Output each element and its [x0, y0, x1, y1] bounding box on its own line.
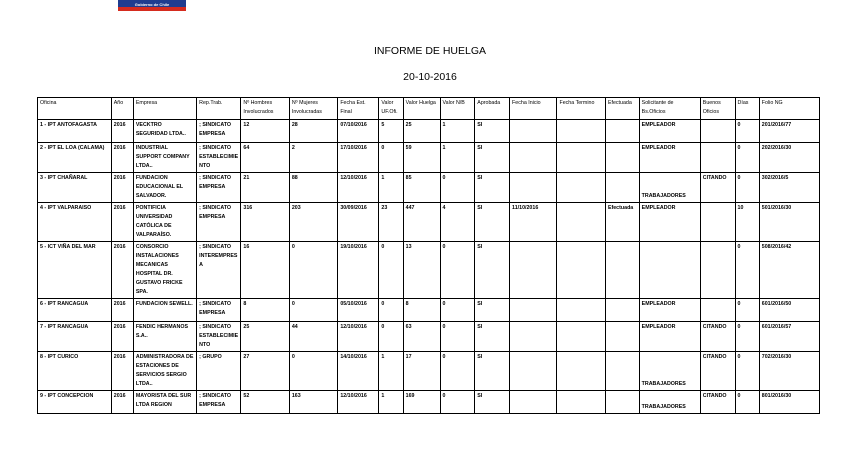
table-cell: 6 - IPT RANCAGUA [38, 299, 112, 322]
table-cell: CITANDO [700, 173, 735, 203]
table-cell: 1 - IPT ANTOFAGASTA [38, 120, 112, 143]
table-cell: 25 [403, 120, 440, 143]
table-cell: 44 [289, 322, 337, 352]
table-cell: SI [475, 299, 510, 322]
table-cell [510, 391, 557, 414]
table-cell: SI [475, 173, 510, 203]
table-cell: EMPLEADOR [639, 120, 700, 143]
table-cell [700, 299, 735, 322]
table-cell: 0 [735, 352, 759, 391]
column-header: Año [111, 98, 133, 120]
table-cell: 2016 [111, 352, 133, 391]
table-cell [700, 143, 735, 173]
table-cell: 0 [735, 143, 759, 173]
table-cell: 0 [440, 173, 475, 203]
table-cell [605, 352, 639, 391]
table-cell: 1 [379, 391, 403, 414]
table-cell: 801/2016/30 [759, 391, 819, 414]
column-header: Días [735, 98, 759, 120]
table-cell: SI [475, 352, 510, 391]
table-cell: 85 [403, 173, 440, 203]
table-cell: 12/10/2016 [338, 173, 379, 203]
table-cell: TRABAJADORES [639, 173, 700, 203]
table-cell [700, 242, 735, 299]
table-cell: 0 [440, 352, 475, 391]
table-cell: 0 [440, 391, 475, 414]
table-cell: 59 [403, 143, 440, 173]
table-cell: 12/10/2016 [338, 391, 379, 414]
table-row [38, 120, 820, 143]
table-cell: 0 [735, 299, 759, 322]
column-header: Aprobada [475, 98, 510, 120]
table-cell: 11/10/2016 [510, 203, 557, 242]
table-cell: 1 [440, 120, 475, 143]
column-header: Nº Mujeres Involucradas [289, 98, 337, 120]
table-cell: ADMINISTRADORA DE ESTACIONES DE SERVICIOS SERGIO LTDA.. [133, 352, 196, 391]
table-cell: 8 - IPT CURICO [38, 352, 112, 391]
table-cell: 0 [440, 299, 475, 322]
table-cell: 12/10/2016 [338, 322, 379, 352]
table-cell: 2 - IPT EL LOA (CALAMA) [38, 143, 112, 173]
table-cell: VECKTRO SEGURIDAD LTDA.. [133, 120, 196, 143]
table-cell: 14/10/2016 [338, 352, 379, 391]
table-cell: 23 [379, 203, 403, 242]
table-cell: ; SINDICATO ESTABLECIMIENTO [197, 143, 241, 173]
table-cell: ; SINDICATO ESTABLECIMIENTO [197, 322, 241, 352]
report-date: 20-10-2016 [403, 71, 457, 83]
table-cell [605, 173, 639, 203]
table-cell [700, 203, 735, 242]
table-cell [700, 120, 735, 143]
table-cell: 2016 [111, 203, 133, 242]
table-cell: 203 [289, 203, 337, 242]
table-cell: SI [475, 203, 510, 242]
table-cell: EMPLEADOR [639, 322, 700, 352]
table-cell: 2016 [111, 143, 133, 173]
table-cell: 601/2016/57 [759, 322, 819, 352]
table-cell: 202/2016/30 [759, 143, 819, 173]
table-cell: 7 - IPT RANCAGUA [38, 322, 112, 352]
table-cell: INDUSTRIAL SUPPORT COMPANY LTDA.. [133, 143, 196, 173]
table-cell: EMPLEADOR [639, 203, 700, 242]
table-cell: 07/10/2016 [338, 120, 379, 143]
table-cell: TRABAJADORES [639, 352, 700, 391]
table-cell [557, 352, 605, 391]
table-cell: ; SINDICATO EMPRESA [197, 173, 241, 203]
table-cell: 1 [379, 352, 403, 391]
table-cell: 316 [241, 203, 289, 242]
table-cell: EMPLEADOR [639, 299, 700, 322]
table-cell: 2016 [111, 299, 133, 322]
table-cell [557, 322, 605, 352]
table-cell: 63 [403, 322, 440, 352]
table-cell: 0 [379, 242, 403, 299]
table-cell [510, 173, 557, 203]
table-cell: 2016 [111, 173, 133, 203]
table-row [38, 173, 820, 203]
table-cell: PONTIFICIA UNIVERSIDAD CATÓLICA DE VALPARAÍSO. [133, 203, 196, 242]
column-header: Empresa [133, 98, 196, 120]
table-cell: 0 [379, 299, 403, 322]
table-cell: 0 [735, 391, 759, 414]
table-cell: 0 [289, 299, 337, 322]
column-header: Fecha Est. Final [338, 98, 379, 120]
table-cell: ; SINDICATO EMPRESA [197, 299, 241, 322]
table-cell: 201/2016/77 [759, 120, 819, 143]
table-row [38, 322, 820, 352]
table-cell [605, 120, 639, 143]
table-cell: 2016 [111, 322, 133, 352]
table-cell: 163 [289, 391, 337, 414]
column-header: Solicitante de Bs.Oficios [639, 98, 700, 120]
table-row [38, 391, 820, 414]
table-cell: FUNDACION EDUCACIONAL EL SALVADOR. [133, 173, 196, 203]
logo-text: Gobierno de Chile [134, 2, 170, 7]
table-cell [639, 242, 700, 299]
table-cell: ; SINDICATO EMPRESA [197, 120, 241, 143]
table-cell: 2016 [111, 391, 133, 414]
table-cell: SI [475, 120, 510, 143]
table-cell: ; SINDICATO EMPRESA [197, 391, 241, 414]
table-cell [557, 242, 605, 299]
table-cell: 5 [379, 120, 403, 143]
table-cell: 0 [289, 242, 337, 299]
table-row [38, 352, 820, 391]
table-cell [510, 143, 557, 173]
table-row [38, 242, 820, 299]
table-cell: 10 [735, 203, 759, 242]
table-cell [557, 299, 605, 322]
table-cell: CITANDO [700, 322, 735, 352]
table-cell: SI [475, 322, 510, 352]
table-cell [605, 242, 639, 299]
table-cell: 8 [241, 299, 289, 322]
table-cell: Efectuada [605, 203, 639, 242]
table-cell [557, 173, 605, 203]
table-cell: 0 [440, 322, 475, 352]
column-header: Rep.Trab. [197, 98, 241, 120]
table-cell [557, 203, 605, 242]
table-cell [557, 391, 605, 414]
table-cell: 0 [379, 322, 403, 352]
table-cell: CONSORCIO INSTALACIONES MECANICAS HOSPITAL DR. GUSTAVO FRICKE SPA. [133, 242, 196, 299]
table-cell: TRABAJADORES [639, 391, 700, 414]
table-cell [605, 391, 639, 414]
table-cell: MAYORISTA DEL SUR LTDA REGION [133, 391, 196, 414]
table-cell: 5 - ICT VIÑA DEL MAR [38, 242, 112, 299]
table-cell: ; GRUPO [197, 352, 241, 391]
table-cell: 64 [241, 143, 289, 173]
column-header: Valor N/B [440, 98, 475, 120]
column-header: Fecha Inicio [510, 98, 557, 120]
table-cell: 30/09/2016 [338, 203, 379, 242]
column-header: Fecha Termino [557, 98, 605, 120]
table-cell: CITANDO [700, 391, 735, 414]
table-cell: 28 [289, 120, 337, 143]
table-cell: 4 [440, 203, 475, 242]
table-cell: CITANDO [700, 352, 735, 391]
table-cell: 12 [241, 120, 289, 143]
table-cell: 2016 [111, 242, 133, 299]
table-cell: 169 [403, 391, 440, 414]
column-header: Oficina [38, 98, 112, 120]
column-header: Valor Huelga [403, 98, 440, 120]
table-cell: 501/2016/30 [759, 203, 819, 242]
table-cell: 0 [735, 173, 759, 203]
table-cell: 0 [379, 143, 403, 173]
table-cell: 601/2016/50 [759, 299, 819, 322]
table-cell: 2 [289, 143, 337, 173]
table-cell: 3 - IPT CHAÑARAL [38, 173, 112, 203]
table-cell [605, 299, 639, 322]
table-cell: 52 [241, 391, 289, 414]
table-cell: SI [475, 391, 510, 414]
table-cell [557, 143, 605, 173]
table-cell: 9 - IPT CONCEPCION [38, 391, 112, 414]
table-cell: ; SINDICATO EMPRESA [197, 203, 241, 242]
table-cell [510, 299, 557, 322]
table-cell: 13 [403, 242, 440, 299]
table-cell: 17/10/2016 [338, 143, 379, 173]
table-cell [510, 242, 557, 299]
report-title: INFORME DE HUELGA [373, 45, 486, 57]
table-cell: 0 [440, 242, 475, 299]
table-row [38, 299, 820, 322]
table-cell: 447 [403, 203, 440, 242]
table-cell: 508/2016/42 [759, 242, 819, 299]
table-cell: 88 [289, 173, 337, 203]
table-row [38, 143, 820, 173]
table-cell: 0 [735, 242, 759, 299]
table-cell: 702/2016/30 [759, 352, 819, 391]
table-cell [605, 143, 639, 173]
table-cell: 21 [241, 173, 289, 203]
column-header: Folio NG [759, 98, 819, 120]
column-header: Efectuada [605, 98, 639, 120]
strike-report-table [37, 97, 820, 414]
table-cell: SI [475, 242, 510, 299]
table-cell: 16 [241, 242, 289, 299]
table-cell: SI [475, 143, 510, 173]
table-cell [510, 322, 557, 352]
column-header: Buenos Oficios [700, 98, 735, 120]
table-cell [510, 120, 557, 143]
table-cell: 17 [403, 352, 440, 391]
table-cell: ; SINDICATO INTEREMPRESA [197, 242, 241, 299]
table-cell: EMPLEADOR [639, 143, 700, 173]
table-cell: 8 [403, 299, 440, 322]
table-row [38, 203, 820, 242]
table-cell [510, 352, 557, 391]
table-cell: 1 [379, 173, 403, 203]
table-header-row [38, 98, 820, 120]
table-cell: 0 [735, 120, 759, 143]
table-cell: 2016 [111, 120, 133, 143]
column-header: Nº Hombres Involucrados [241, 98, 289, 120]
table-cell [557, 120, 605, 143]
table-cell: 25 [241, 322, 289, 352]
table-cell: 4 - IPT VALPARAISO [38, 203, 112, 242]
government-logo [118, 0, 186, 11]
table-cell: 27 [241, 352, 289, 391]
table-cell: 19/10/2016 [338, 242, 379, 299]
table-cell: 0 [289, 352, 337, 391]
table-cell: 05/10/2016 [338, 299, 379, 322]
column-header: Valor UF.Ofi. [379, 98, 403, 120]
table-cell [605, 322, 639, 352]
table-cell: 1 [440, 143, 475, 173]
table-cell: 0 [735, 322, 759, 352]
table-cell: 302/2016/5 [759, 173, 819, 203]
table-cell: FUNDACION SEWELL. [133, 299, 196, 322]
table-cell: FENDIC HERMANOS S.A.. [133, 322, 196, 352]
